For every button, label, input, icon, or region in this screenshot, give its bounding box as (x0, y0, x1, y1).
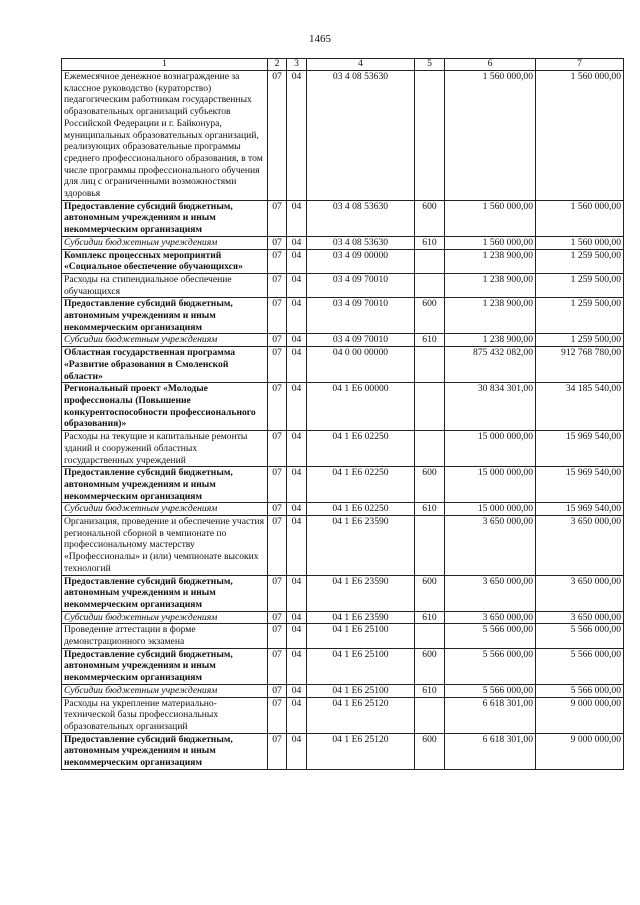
row-name: Ежемесячное денежное вознаграждение за классное руководство (кураторство) педагогическим работникам государственных образовательных организаций субъектов Российской Федерации и г. Байконура, муниципальных образовательных организаций, реализующих образовательные программы среднего профессионального образования, в том числе программы профессионального обучения для лиц с ограниченными возможностями здоровья (62, 71, 268, 201)
row-subsection: 04 (287, 236, 307, 249)
table-row (62, 298, 624, 334)
row-expense-type: 600 (415, 200, 445, 236)
row-subsection: 04 (287, 334, 307, 347)
table-row (62, 236, 624, 249)
budget-table (61, 58, 624, 770)
row-expense-type: 600 (415, 648, 445, 684)
row-subsection: 04 (287, 516, 307, 576)
row-expense-type (415, 516, 445, 576)
row-expense-type (415, 273, 445, 297)
row-expense-type (415, 71, 445, 201)
row-amount-col7: 15 969 540,00 (536, 431, 624, 467)
header-row (62, 59, 624, 71)
row-amount-col6: 875 432 082,00 (445, 347, 536, 383)
row-amount-col7: 5 566 000,00 (536, 648, 624, 684)
row-amount-col7: 15 969 540,00 (536, 503, 624, 516)
row-target-code: 04 1 Е6 23590 (307, 516, 415, 576)
table-row (62, 733, 624, 769)
row-expense-type: 610 (415, 334, 445, 347)
row-subsection: 04 (287, 71, 307, 201)
row-target-code: 04 1 Е6 02250 (307, 467, 415, 503)
table-row (62, 334, 624, 347)
row-amount-col6: 1 238 900,00 (445, 249, 536, 273)
row-expense-type: 610 (415, 236, 445, 249)
row-section: 07 (268, 697, 287, 733)
row-section: 07 (268, 733, 287, 769)
row-amount-col6: 1 560 000,00 (445, 200, 536, 236)
row-amount-col7: 912 768 780,00 (536, 347, 624, 383)
row-name: Расходы на стипендиальное обеспечение обучающихся (62, 273, 268, 297)
row-amount-col6: 6 618 301,00 (445, 733, 536, 769)
table-row (62, 383, 624, 431)
row-name: Областная государственная программа «Развитие образования в Смоленской области» (62, 347, 268, 383)
row-amount-col7: 34 185 540,00 (536, 383, 624, 431)
row-subsection: 04 (287, 347, 307, 383)
row-amount-col6: 1 238 900,00 (445, 273, 536, 297)
row-target-code: 03 4 09 70010 (307, 298, 415, 334)
row-expense-type: 610 (415, 503, 445, 516)
row-amount-col6: 5 566 000,00 (445, 684, 536, 697)
row-section: 07 (268, 273, 287, 297)
row-subsection: 04 (287, 624, 307, 648)
row-expense-type: 600 (415, 298, 445, 334)
row-name: Субсидии бюджетным учреждениям (62, 503, 268, 516)
row-target-code: 04 1 Е6 23590 (307, 611, 415, 624)
row-section: 07 (268, 516, 287, 576)
row-section: 07 (268, 298, 287, 334)
row-name: Субсидии бюджетным учреждениям (62, 684, 268, 697)
row-target-code: 04 1 Е6 25100 (307, 648, 415, 684)
row-target-code: 03 4 08 53630 (307, 236, 415, 249)
row-subsection: 04 (287, 467, 307, 503)
row-target-code: 03 4 08 53630 (307, 71, 415, 201)
row-section: 07 (268, 249, 287, 273)
row-subsection: 04 (287, 298, 307, 334)
table-row (62, 575, 624, 611)
row-subsection: 04 (287, 431, 307, 467)
page-number: 1465 (309, 33, 331, 45)
table-row (62, 273, 624, 297)
table-row (62, 467, 624, 503)
row-subsection: 04 (287, 383, 307, 431)
row-amount-col6: 1 238 900,00 (445, 298, 536, 334)
row-name: Проведение аттестации в форме демонстрационного экзамена (62, 624, 268, 648)
row-target-code: 04 1 Е6 02250 (307, 503, 415, 516)
row-target-code: 04 1 Е6 23590 (307, 575, 415, 611)
row-section: 07 (268, 347, 287, 383)
row-name: Предоставление субсидий бюджетным, автономным учреждениям и иным некоммерческим организациям (62, 575, 268, 611)
row-amount-col6: 30 834 301,00 (445, 383, 536, 431)
row-name: Региональный проект «Молодые профессионалы (Повышение конкурентоспособности профессионального образования)» (62, 383, 268, 431)
table-row (62, 516, 624, 576)
row-amount-col7: 1 560 000,00 (536, 71, 624, 201)
row-amount-col7: 1 259 500,00 (536, 273, 624, 297)
row-amount-col6: 3 650 000,00 (445, 611, 536, 624)
row-name: Предоставление субсидий бюджетным, автономным учреждениям и иным некоммерческим организациям (62, 467, 268, 503)
row-subsection: 04 (287, 575, 307, 611)
row-name: Субсидии бюджетным учреждениям (62, 334, 268, 347)
row-expense-type (415, 624, 445, 648)
row-amount-col6: 3 650 000,00 (445, 516, 536, 576)
table-row (62, 684, 624, 697)
row-name: Предоставление субсидий бюджетным, автономным учреждениям и иным некоммерческим организациям (62, 200, 268, 236)
row-expense-type: 600 (415, 733, 445, 769)
table-row (62, 611, 624, 624)
table-row (62, 347, 624, 383)
row-subsection: 04 (287, 648, 307, 684)
row-section: 07 (268, 334, 287, 347)
row-amount-col6: 1 238 900,00 (445, 334, 536, 347)
row-target-code: 04 0 00 00000 (307, 347, 415, 383)
row-amount-col7: 1 259 500,00 (536, 249, 624, 273)
row-name: Расходы на текущие и капитальные ремонты зданий и сооружений областных государственных учреждений (62, 431, 268, 467)
row-name: Расходы на укрепление материально-технической базы профессиональных образовательных организаций (62, 697, 268, 733)
row-section: 07 (268, 575, 287, 611)
row-section: 07 (268, 236, 287, 249)
row-expense-type (415, 249, 445, 273)
row-amount-col7: 9 000 000,00 (536, 697, 624, 733)
column-header: 4 (307, 59, 415, 71)
row-subsection: 04 (287, 273, 307, 297)
row-target-code: 04 1 Е6 02250 (307, 431, 415, 467)
row-subsection: 04 (287, 697, 307, 733)
row-target-code: 03 4 08 53630 (307, 200, 415, 236)
row-expense-type: 600 (415, 467, 445, 503)
row-amount-col6: 5 566 000,00 (445, 648, 536, 684)
row-expense-type: 600 (415, 575, 445, 611)
row-section: 07 (268, 71, 287, 201)
row-amount-col6: 1 560 000,00 (445, 236, 536, 249)
row-target-code: 04 1 Е6 25120 (307, 733, 415, 769)
table-row (62, 431, 624, 467)
row-name: Организация, проведение и обеспечение участия региональной сборной в чемпионате по профессиональному мастерству «Профессионалы» и (или) чемпионате высоких технологий (62, 516, 268, 576)
row-amount-col6: 5 566 000,00 (445, 624, 536, 648)
row-amount-col7: 1 560 000,00 (536, 200, 624, 236)
table-body (62, 71, 624, 770)
row-amount-col7: 3 650 000,00 (536, 516, 624, 576)
row-target-code: 04 1 Е6 25100 (307, 684, 415, 697)
row-expense-type: 610 (415, 611, 445, 624)
row-amount-col7: 1 259 500,00 (536, 334, 624, 347)
row-expense-type (415, 697, 445, 733)
row-section: 07 (268, 200, 287, 236)
row-target-code: 04 1 Е6 25120 (307, 697, 415, 733)
column-header: 1 (62, 59, 268, 71)
table-row (62, 503, 624, 516)
row-amount-col6: 15 000 000,00 (445, 431, 536, 467)
row-name: Субсидии бюджетным учреждениям (62, 236, 268, 249)
row-section: 07 (268, 383, 287, 431)
row-section: 07 (268, 684, 287, 697)
row-amount-col7: 3 650 000,00 (536, 611, 624, 624)
row-name: Предоставление субсидий бюджетным, автономным учреждениям и иным некоммерческим организациям (62, 733, 268, 769)
row-amount-col7: 9 000 000,00 (536, 733, 624, 769)
row-section: 07 (268, 431, 287, 467)
table-row (62, 648, 624, 684)
table-row (62, 200, 624, 236)
row-target-code: 03 4 09 00000 (307, 249, 415, 273)
table-row (62, 71, 624, 201)
table-row (62, 697, 624, 733)
table-row (62, 624, 624, 648)
table-row (62, 249, 624, 273)
row-amount-col6: 15 000 000,00 (445, 503, 536, 516)
row-amount-col7: 1 259 500,00 (536, 298, 624, 334)
row-section: 07 (268, 624, 287, 648)
row-subsection: 04 (287, 249, 307, 273)
row-subsection: 04 (287, 611, 307, 624)
row-subsection: 04 (287, 684, 307, 697)
row-name: Предоставление субсидий бюджетным, автономным учреждениям и иным некоммерческим организациям (62, 298, 268, 334)
row-amount-col7: 1 560 000,00 (536, 236, 624, 249)
row-target-code: 04 1 Е6 25100 (307, 624, 415, 648)
column-header: 2 (268, 59, 287, 71)
column-header: 6 (445, 59, 536, 71)
row-amount-col7: 5 566 000,00 (536, 684, 624, 697)
row-target-code: 04 1 Е6 00000 (307, 383, 415, 431)
row-amount-col7: 15 969 540,00 (536, 467, 624, 503)
row-amount-col7: 3 650 000,00 (536, 575, 624, 611)
column-header: 7 (536, 59, 624, 71)
row-name: Субсидии бюджетным учреждениям (62, 611, 268, 624)
row-expense-type (415, 347, 445, 383)
row-expense-type (415, 383, 445, 431)
row-expense-type (415, 431, 445, 467)
row-subsection: 04 (287, 200, 307, 236)
row-name: Предоставление субсидий бюджетным, автономным учреждениям и иным некоммерческим организациям (62, 648, 268, 684)
row-subsection: 04 (287, 733, 307, 769)
column-header: 3 (287, 59, 307, 71)
row-section: 07 (268, 648, 287, 684)
row-amount-col6: 6 618 301,00 (445, 697, 536, 733)
row-section: 07 (268, 467, 287, 503)
row-target-code: 03 4 09 70010 (307, 334, 415, 347)
row-name: Комплекс процессных мероприятий «Социальное обеспечение обучающихся» (62, 249, 268, 273)
row-section: 07 (268, 611, 287, 624)
row-section: 07 (268, 503, 287, 516)
row-amount-col7: 5 566 000,00 (536, 624, 624, 648)
row-amount-col6: 3 650 000,00 (445, 575, 536, 611)
row-amount-col6: 1 560 000,00 (445, 71, 536, 201)
row-amount-col6: 15 000 000,00 (445, 467, 536, 503)
row-target-code: 03 4 09 70010 (307, 273, 415, 297)
row-subsection: 04 (287, 503, 307, 516)
column-header: 5 (415, 59, 445, 71)
row-expense-type: 610 (415, 684, 445, 697)
